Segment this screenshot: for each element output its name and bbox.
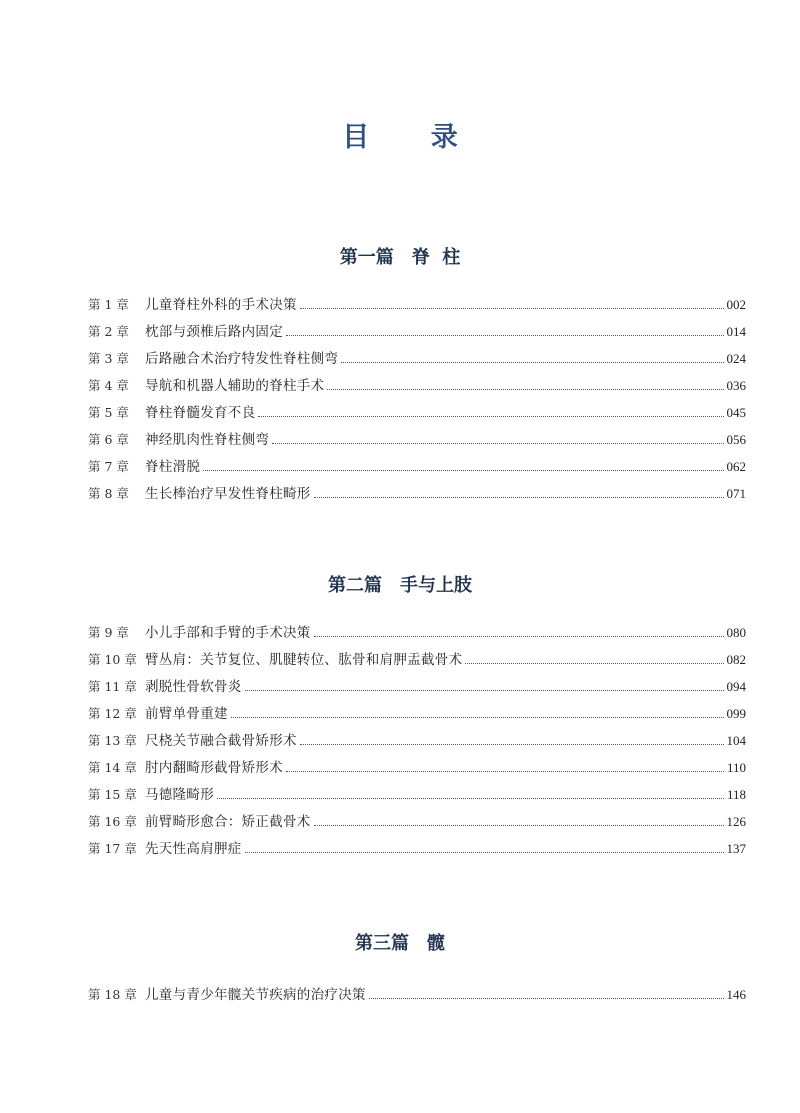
- page-number: 062: [726, 459, 746, 474]
- chapter-title: 神经肌肉性脊柱侧弯: [145, 432, 270, 448]
- part-title: 第一篇 脊 柱: [339, 247, 461, 268]
- chapter-number: 第 6 章: [88, 432, 129, 447]
- chapter-number: 第 1 章: [88, 297, 129, 312]
- toc-entry[interactable]: [88, 704, 746, 731]
- chapter-title: 前臂单骨重建: [145, 706, 228, 722]
- dot-leader: [203, 470, 723, 471]
- toc-entry[interactable]: [88, 623, 746, 650]
- chapter-number: 第 18 章: [88, 987, 137, 1002]
- toc-entry[interactable]: [88, 812, 746, 839]
- toc-entry[interactable]: [88, 839, 746, 866]
- part-title: 第三篇 髋: [355, 933, 445, 954]
- page-number: 099: [726, 706, 746, 721]
- page-title: 目 录: [342, 122, 484, 153]
- toc-list-part-1: [88, 295, 746, 511]
- chapter-number: 第 5 章: [88, 405, 129, 420]
- dot-leader: [245, 690, 724, 691]
- page-number: 126: [726, 814, 746, 829]
- page-number: 137: [726, 841, 746, 856]
- chapter-title: 尺桡关节融合截骨矫形术: [145, 733, 297, 749]
- chapter-title: 导航和机器人辅助的脊柱手术: [145, 378, 325, 394]
- toc-entry[interactable]: [88, 457, 746, 484]
- dot-leader: [314, 497, 724, 498]
- page-number: 104: [726, 733, 746, 748]
- chapter-number: 第 11 章: [88, 679, 137, 694]
- toc-entry[interactable]: [88, 376, 746, 403]
- chapter-number: 第 9 章: [88, 625, 129, 640]
- toc-entry[interactable]: [88, 677, 746, 704]
- toc-entry[interactable]: [88, 650, 746, 677]
- toc-entry[interactable]: [88, 349, 746, 376]
- chapter-title: 小儿手部和手臂的手术决策: [145, 625, 311, 641]
- toc-entry[interactable]: [88, 785, 746, 812]
- toc-entry[interactable]: [88, 430, 746, 457]
- page-number: 036: [726, 378, 746, 393]
- toc-entry[interactable]: [88, 484, 746, 511]
- dot-leader: [465, 663, 723, 664]
- chapter-number: 第 16 章: [88, 814, 137, 829]
- part-hand-upper-limb: [0, 573, 800, 599]
- dot-leader: [314, 825, 724, 826]
- chapter-title: 脊柱脊髓发育不良: [145, 405, 256, 421]
- chapter-number: 第 8 章: [88, 486, 129, 501]
- chapter-number: 第 13 章: [88, 733, 137, 748]
- toc-entry[interactable]: [88, 731, 746, 758]
- chapter-number: 第 3 章: [88, 351, 129, 366]
- dot-leader: [217, 798, 724, 799]
- dot-leader: [231, 717, 724, 718]
- page-number: 071: [726, 486, 746, 501]
- chapter-title: 剥脱性骨软骨炎: [145, 679, 242, 695]
- chapter-title: 臂丛肩：关节复位、肌腱转位、肱骨和肩胛盂截骨术: [145, 652, 463, 668]
- chapter-number: 第 4 章: [88, 378, 129, 393]
- chapter-number: 第 12 章: [88, 706, 137, 721]
- chapter-title: 后路融合术治疗特发性脊柱侧弯: [145, 351, 339, 367]
- toc-list-part-3: [88, 985, 746, 1012]
- dot-leader: [341, 362, 723, 363]
- dot-leader: [300, 744, 724, 745]
- chapter-title: 生长棒治疗早发性脊柱畸形: [145, 486, 311, 502]
- dot-leader: [286, 335, 724, 336]
- toc-entry[interactable]: [88, 322, 746, 349]
- page-number: 045: [726, 405, 746, 420]
- part-spine: [0, 245, 800, 271]
- dot-leader: [245, 852, 724, 853]
- dot-leader: [272, 443, 723, 444]
- chapter-title: 前臂畸形愈合：矫正截骨术: [145, 814, 311, 830]
- dot-leader: [258, 416, 723, 417]
- toc-entry[interactable]: [88, 985, 746, 1012]
- dot-leader: [369, 998, 724, 999]
- chapter-title: 脊柱滑脱: [145, 459, 201, 475]
- page-number: 110: [726, 760, 746, 775]
- chapter-title: 先天性高肩胛症: [145, 841, 242, 857]
- chapter-number: 第 7 章: [88, 459, 129, 474]
- chapter-title: 马德隆畸形: [145, 787, 214, 803]
- toc-entry[interactable]: [88, 295, 746, 322]
- page-number: 118: [726, 787, 746, 802]
- page-number: 094: [726, 679, 746, 694]
- page-number: 082: [726, 652, 746, 667]
- chapter-number: 第 10 章: [88, 652, 137, 667]
- page-number: 080: [726, 625, 746, 640]
- toc-entry[interactable]: [88, 758, 746, 785]
- chapter-number: 第 15 章: [88, 787, 137, 802]
- chapter-number: 第 17 章: [88, 841, 137, 856]
- dot-leader: [314, 636, 724, 637]
- page-number: 002: [726, 297, 746, 312]
- chapter-title: 枕部与颈椎后路内固定: [145, 324, 283, 340]
- dot-leader: [327, 389, 723, 390]
- page-number: 146: [726, 987, 746, 1002]
- dot-leader: [300, 308, 724, 309]
- chapter-number: 第 14 章: [88, 760, 137, 775]
- chapter-number: 第 2 章: [88, 324, 129, 339]
- part-title: 第二篇 手与上肢: [328, 575, 472, 596]
- toc-list-part-2: [88, 623, 746, 866]
- toc-entry[interactable]: [88, 403, 746, 430]
- chapter-title: 肘内翻畸形截骨矫形术: [145, 760, 283, 776]
- page-number: 024: [726, 351, 746, 366]
- dot-leader: [286, 771, 724, 772]
- page-number: 014: [726, 324, 746, 339]
- chapter-title: 儿童脊柱外科的手术决策: [145, 297, 297, 313]
- part-hip: [0, 931, 800, 957]
- page-number: 056: [726, 432, 746, 447]
- chapter-title: 儿童与青少年髋关节疾病的治疗决策: [145, 987, 366, 1003]
